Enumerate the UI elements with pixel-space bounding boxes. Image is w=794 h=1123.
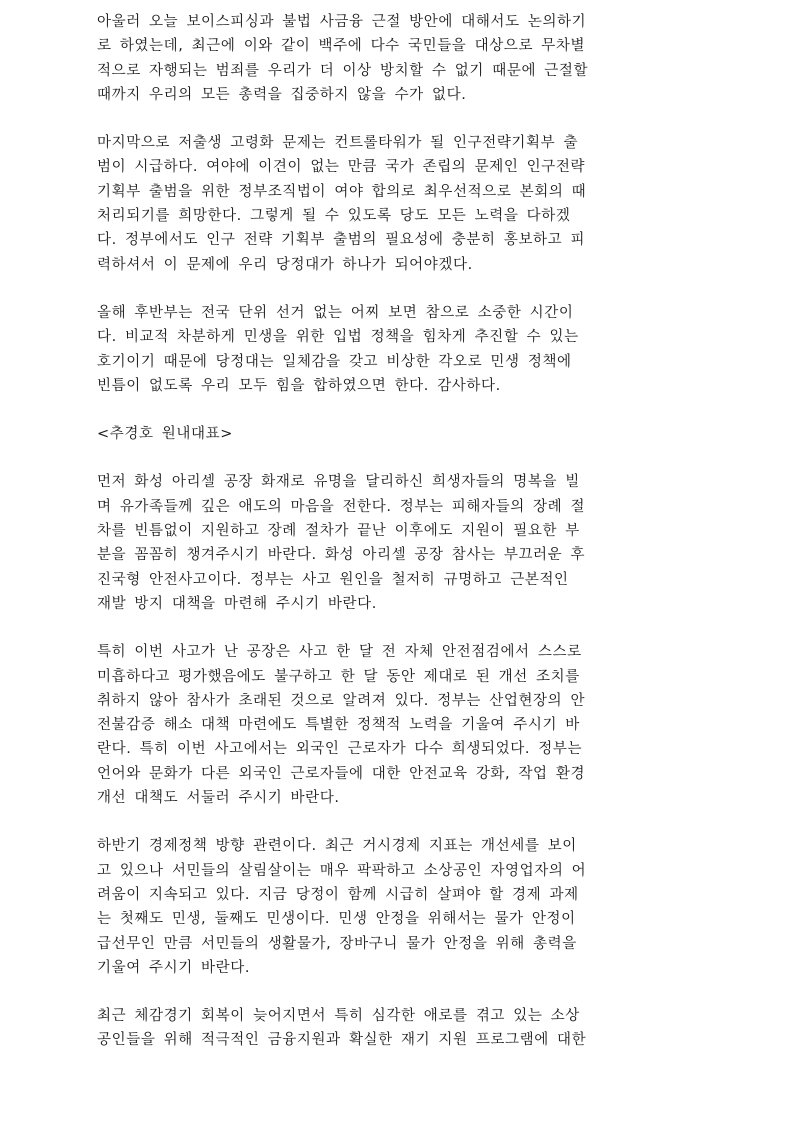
text-line: 취하지 않아 참사가 초래된 것으로 알려져 있다. 정부는 산업현장의 안 [97,692,586,709]
text-line: 하반기 경제정책 방향 관련이다. 최근 거시경제 지표는 개선세를 보이 [97,838,577,855]
text-line: 처리되기를 희망한다. 그렇게 될 수 있도록 당도 모든 노력을 다하겠 [97,208,571,225]
document-body [97,10,701,1077]
text-line: 로 하였는데, 최근에 이와 같이 백주에 다수 국민들을 대상으로 무차별 [97,38,586,55]
text-line: 빈틈이 없도록 우리 모두 힘을 합하였으면 한다. 감사하다. [97,377,501,394]
paragraph-safety-inspection [97,640,701,810]
text-line: 분을 꼼꼼히 챙겨주시기 바란다. 화성 아리셀 공장 참사는 부끄러운 후 [97,547,586,564]
text-line: 기울여 주시기 바란다. [97,959,251,976]
text-line: 때까지 우리의 모든 총력을 집중하지 않을 수가 없다. [97,86,467,103]
paragraph-small-business [97,1004,701,1053]
text-line: 공인들을 위해 적극적인 금융지원과 확실한 재기 지원 프로그램에 대한 [97,1032,587,1049]
text-line: 려움이 지속되고 있다. 지금 당정이 함께 시급히 살펴야 할 경제 과제 [97,886,579,903]
text-line: 재발 방지 대책을 마련해 주시기 바란다. [97,595,377,612]
speaker-heading [97,422,701,446]
text-line: 적으로 자행되는 범죄를 우리가 더 이상 방치할 수 없기 때문에 근절할 [97,62,589,79]
text-line: 개선 대책도 서둘러 주시기 바란다. [97,790,340,807]
text-line: 고 있으나 서민들의 살림살이는 매우 팍팍하고 소상공인 자영업자의 어 [97,862,587,879]
text-line: 급선무인 만큼 서민들의 생활물가, 장바구니 물가 안정을 위해 총력을 [97,935,577,952]
paragraph-voice-phishing [97,10,701,107]
text-line: 진국형 안전사고이다. 정부는 사고 원인을 철저히 규명하고 근본적인 [97,571,569,588]
paragraph-second-half [97,301,701,398]
text-line: 미흡하다고 평가했음에도 불구하고 한 달 동안 제대로 된 개선 조치를 [97,668,580,685]
text-line: 최근 체감경기 회복이 늦어지면서 특히 심각한 애로를 겪고 있는 소상 [97,1008,580,1025]
text-line: 란다. 특히 이번 사고에서는 외국인 근로자가 다수 희생되었다. 정부는 [97,741,583,758]
text-line: 언어와 문화가 다른 외국인 근로자들에 대한 안전교육 강화, 작업 환경 [97,765,586,782]
paragraph-aricell-fire [97,470,701,616]
text-line: 특히 이번 사고가 난 공장은 사고 한 달 전 자체 안전점검에서 스스로 [97,644,582,661]
text-line: 는 첫째도 민생, 둘째도 민생이다. 민생 안정을 위해서는 물가 안정이 [97,911,576,928]
paragraph-economic-policy [97,834,701,980]
text-line: 마지막으로 저출생 고령화 문제는 컨트롤타워가 될 인구전략기획부 출 [97,135,579,152]
paragraph-population-ministry [97,131,701,277]
text-line: 범이 시급하다. 여야에 이견이 없는 만큼 국가 존립의 문제인 인구전략 [97,159,586,176]
text-line: 기획부 출범을 위한 정부조직법이 여야 합의로 최우선적으로 본회의 때 [97,183,587,200]
text-line: 며 유가족들께 깊은 애도의 마음을 전한다. 정부는 피해자들의 장례 절 [97,498,586,515]
text-line: 먼저 화성 아리셀 공장 화재로 유명을 달리하신 희생자들의 명복을 빌 [97,474,580,491]
text-line: 다. 비교적 차분하게 민생을 위한 입법 정책을 힘차게 추진할 수 있는 [97,329,579,346]
text-line: 전불감증 해소 대책 마련에도 특별한 정책적 노력을 기울여 주시기 바 [97,717,580,734]
text-line: 호기이기 때문에 당정대는 일체감을 갖고 비상한 각오로 민생 정책에 [97,353,572,370]
text-line: 차를 빈틈없이 지원하고 장례 절차가 끝난 이후에도 지원이 필요한 부 [97,523,580,540]
speaker-heading-text: <추경호 원내대표> [97,426,233,443]
text-line: 올해 후반부는 전국 단위 선거 없는 어찌 보면 참으로 소중한 시간이 [97,304,574,321]
text-line: 아울러 오늘 보이스피싱과 불법 사금융 근절 방안에 대해서도 논의하기 [97,14,587,30]
text-line: 력하셔서 이 문제에 우리 당정대가 하나가 되어야겠다. [97,256,473,273]
text-line: 다. 정부에서도 인구 전략 기획부 출범의 필요성에 충분히 홍보하고 피 [97,232,586,249]
